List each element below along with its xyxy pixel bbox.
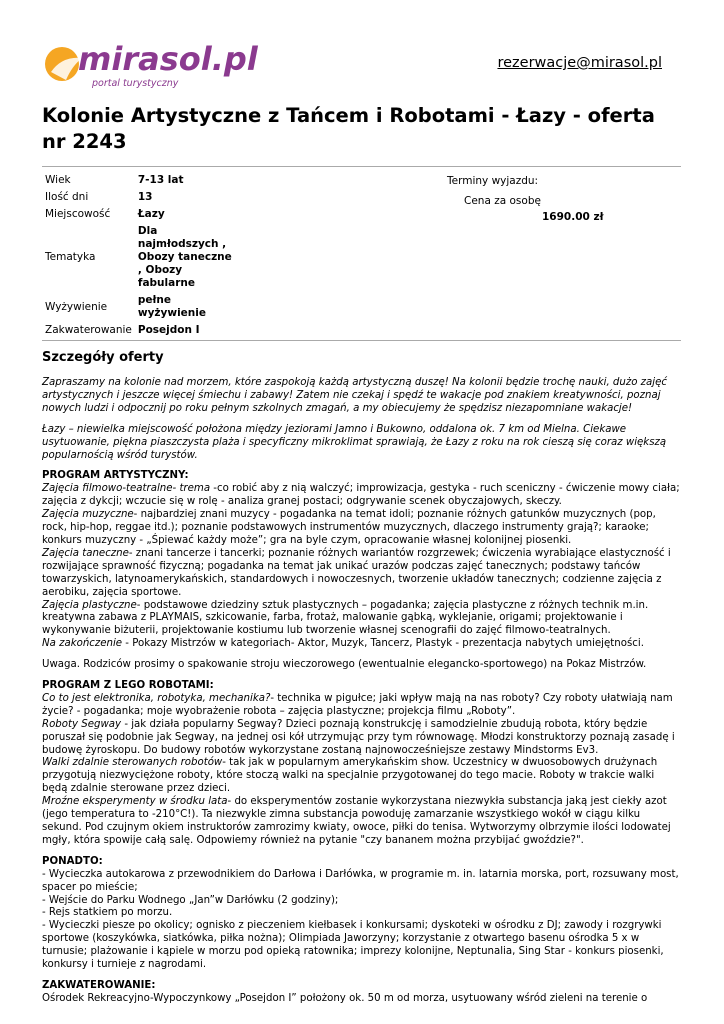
info-row-food: [42, 292, 239, 322]
info-key: Tematyka: [45, 251, 96, 263]
sun-icon: [45, 47, 82, 81]
item-lead: Roboty Segway: [42, 718, 122, 730]
terms-label: Terminy wyjazdu:: [447, 175, 539, 187]
info-value: Łazy: [137, 208, 165, 220]
item-text: - najbardziej znani muzycy - pogadanka na temat idoli; poznanie różnych gatunków muzycznych (pop, rock, hip-hop, reggae itd.); poznanie podstawowych instrumentów muzycznych, dlaczego instrumenty grają?; karaoke; konkurs muzyczny - „Śpiewać każdy może”; gra na byle czym, opracowanie własnej kolonijnej piosenki.: [42, 509, 656, 546]
item-text: - znani tancerze i tancerki; poznanie różnych wariantów rozgrzewek; ćwiczenia wyrabiające elastyczność i rozwijające sprawność fizyczną; pogadanka na temat jak unikać urazów podczas zajęć tanecznych; podstawy tańców towarzyskich, latynoamerykańskich, standardowych i nowoczesnych, tworzenie układów tanecznych; codzienne zajęcia z aerobiku, zajęcia sportowe.: [42, 547, 671, 598]
details-heading: Szczegóły oferty: [42, 350, 164, 365]
item-lead: Co to jest elektronika, robotyka, mechanika?: [42, 692, 271, 704]
item-text: - technika w pigułce; jaki wpływ mają na nas roboty? Czy roboty ułatwiają nam życie? - pogadanka; moje wyobrażenie robota – zajęcia plastyczne; projekcja filmu „Roboty”.: [42, 692, 673, 717]
zakwaterowanie-section: [42, 980, 682, 1006]
item-lead: Zajęcia muzyczne: [42, 509, 134, 521]
info-row-age: [42, 172, 239, 189]
email-link[interactable]: rezerwacje@mirasol.pl: [497, 55, 662, 71]
program-item: [42, 719, 682, 758]
list-item: - Rejs statkiem po morzu.: [42, 907, 173, 919]
section-heading: PROGRAM Z LEGO ROBOTAMI:: [42, 680, 214, 692]
item-text: - jak działa popularny Segway? Dzieci poznają konstrukcję i samodzielnie zbudują robota, który będzie poruszał się podobnie jak Segway, na jednej osi kół utrzymując przy tym równowagę. Młodzi konstruktorzy poznają zasadę i budowę żyroskopu. Do budowy robotów wykorzystane zostaną najnowocześniejsze zestawy Mindstorms Ev3.: [42, 718, 675, 756]
item-lead: Zajęcia taneczne: [42, 547, 129, 559]
info-value: 13: [137, 191, 153, 203]
accommodation-text: Ośrodek Rekreacyjno-Wypoczynkowy „Posejdon I” położony ok. 50 m od morza, usytuowany wśród zieleni na terenie o: [42, 992, 648, 1004]
divider: [42, 166, 681, 167]
intro-paragraph: Zapraszamy na kolonie nad morzem, które zaspokoją każdą artystyczną duszę! Na kolonii będzie trochę nauki, dużo zajęć artystycznych i jeszcze więcej śmiechu i zabawy! Zatem nie czekaj i spędź te wakacje pod znakiem kreatywności, poznaj nowych ludzi i odpocznij po roku pełnym szkolnych zmagań, a my obiecujemy że spędzisz niezapomniane wakacje!: [42, 377, 667, 414]
program-item: [42, 757, 682, 796]
item-lead: Zajęcia filmowo-teatralne- trema: [42, 483, 211, 495]
program-lego-section: [42, 680, 682, 848]
info-row-theme: [42, 223, 239, 292]
location-paragraph: Łazy – niewielka miejscowość położona między jeziorami Jamno i Bukowno, oddalona ok. 7 km od Mielna. Ciekawe usytuowanie, piękna piaszczysta plaża i specyficzny mikroklimat sprawiają, że Łazy z roku na rok cieszą się coraz większą popularnością wśród turystów.: [42, 423, 667, 461]
program-item: [42, 600, 682, 639]
info-row-accommodation: [42, 322, 239, 339]
item-lead: Zajęcia plastyczne: [42, 599, 137, 611]
price-label: Cena za osobę: [464, 195, 541, 207]
program-item: [42, 693, 682, 719]
section-heading: PROGRAM ARTYSTYCZNY:: [42, 470, 189, 482]
info-key: Wyżywienie: [45, 300, 108, 313]
info-key: Zakwaterowanie: [45, 324, 132, 336]
program-item: [42, 796, 682, 848]
program-art-section: [42, 470, 682, 651]
program-item: [42, 548, 682, 600]
item-text: -co robić aby z nią walczyć; improwizacja, gestyka - ruch sceniczny - ćwiczenie mowy ciała; zajęcia z dykcji; wczucie się w rolę - analiza granej postaci; odgrywanie scenek obyczajowych, skeczy.: [42, 483, 680, 508]
item-text: - podstawowe dziedziny sztuk plastycznych – pogadanka; zajęcia plastyczne z różnych technik m.in. kreatywna zabawa z PLAYMAIS, szkicowanie, farba, frotaż, malowanie gąbką, wyklejanie, origami; projektowanie i wykonywanie biżuterii, projektowanie kostiumu lub tworzenie własnej scenografii do zajęć filmowo-teatralnych.: [42, 599, 649, 637]
item-text: - tak jak w popularnym amerykańskim show. Uczestnicy w dwuosobowych drużynach przygotują niezwyciężone roboty, które stoczą walki na specjalnie przygotowanej do tego macie. Roboty w trakcie walki będą zdalnie sterowane przez dzieci.: [42, 757, 658, 795]
info-value: Dla najmłodszych , Obozy taneczne , Obozy fabularne: [137, 225, 232, 289]
list-item: - Wycieczki piesze po okolicy; ognisko z pieczeniem kiełbasek i konkursami; dyskoteki w ośrodku z DJ; zawody i rozgrywki sportowe (koszykówka, siatkówka, piłka nożna); Olimpiada Jaworzyny; korzystanie z otwartego basenu ośrodka 5 x w turnusie; plażowanie i kąpiele w morzu pod opieką ratownika; imprezy kolonijne, Neptunalia, Sing Star - konkurs piosenki, konkursy i turnieje z nagrodami.: [42, 920, 664, 971]
price-value: 1690.00 zł: [542, 211, 604, 223]
item-lead: Na zakończenie: [42, 638, 123, 650]
info-row-location: [42, 206, 239, 223]
offer-details: [42, 377, 682, 1014]
info-key: Ilość dni: [45, 191, 89, 203]
section-heading: ZAKWATEROWANIE:: [42, 979, 156, 991]
info-key: Miejscowość: [45, 208, 111, 220]
section-heading: PONADTO:: [42, 855, 103, 867]
ponadto-section: [42, 856, 682, 972]
program-item: [42, 638, 682, 651]
list-item: - Wycieczka autokarowa z przewodnikiem do Darłowa i Darłówka, w programie m. in. latarnia morska, port, rozsuwany most, spacer po mieście;: [42, 868, 679, 893]
program-item: [42, 483, 682, 509]
program-item: [42, 509, 682, 548]
list-item: - Wejście do Parku Wodnego „Jan”w Darłówku (2 godziny);: [42, 894, 339, 906]
item-lead: Mroźne eksperymenty w środku lata: [42, 796, 228, 808]
info-value: 7-13 lat: [137, 174, 184, 186]
info-value: pełne wyżywienie: [137, 294, 206, 319]
info-value: Posejdon I: [137, 324, 200, 336]
offer-info-table: [42, 172, 239, 339]
item-text: - Pokazy Mistrzów w kategoriach- Aktor, Muzyk, Tancerz, Plastyk - prezentacja nabytych umiejętności.: [122, 638, 644, 650]
mirasol-logo[interactable]: [42, 36, 282, 96]
page-title: Kolonie Artystyczne z Tańcem i Robotami - Łazy - oferta nr 2243: [42, 104, 655, 153]
info-row-days: [42, 189, 239, 206]
note-paragraph: Uwaga. Rodziców prosimy o spakowanie stroju wieczorowego (ewentualnie elegancko-sportowego) na Pokaz Mistrzów.: [42, 659, 647, 671]
item-text: - do eksperymentów zostanie wykorzystana niezwykła substancja jaką jest ciekły azot (jego temperatura to -210°C!). Ta niezwykle zimna substancja powoduję zamarzanie wszystkiego wokół w ciągu kilku sekund. Pod czujnym okiem instruktorów zamrozimy kwiaty, owoce, piłki do tenisa. Wytworzymy olbrzymie ilości lodowatej mgły, która spowije całą salę. Odpowiemy również na pytanie "czy bananem można przybijać gwoździe?".: [42, 796, 671, 846]
divider: [42, 340, 681, 341]
logo-tagline: portal turystyczny: [92, 78, 179, 89]
info-key: Wiek: [45, 174, 71, 186]
item-lead: Walki zdalnie sterowanych robotów: [42, 757, 223, 769]
logo-wordmark: mirasol.pl: [78, 40, 258, 78]
